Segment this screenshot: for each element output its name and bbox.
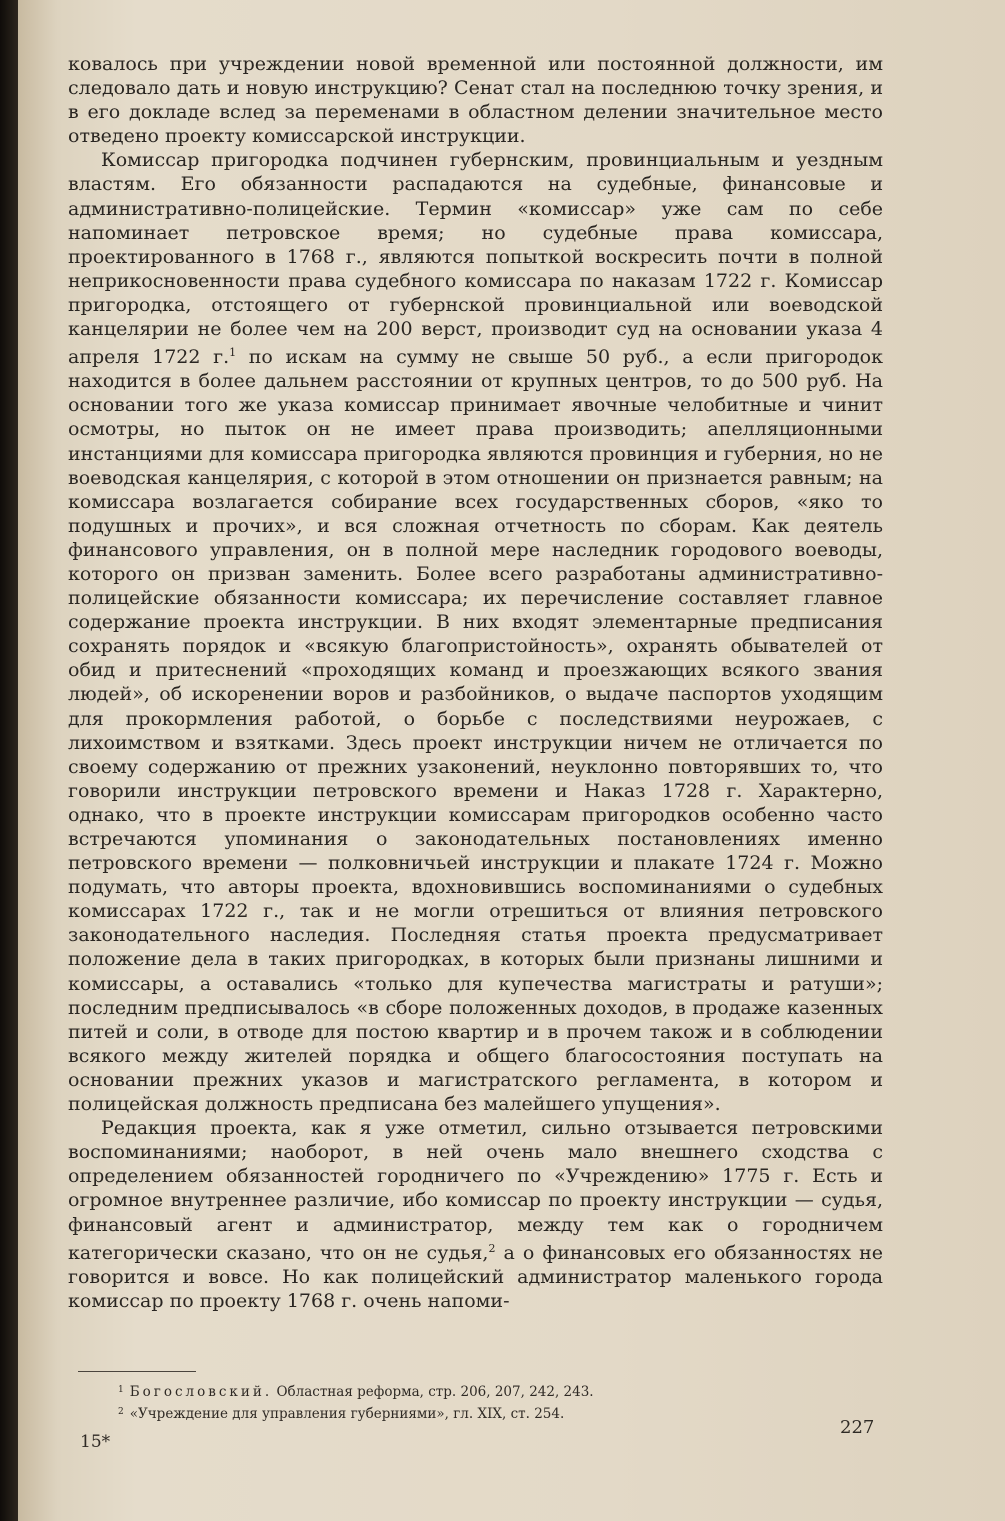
paragraph-2-part-a: Комиссар пригородка подчинен губернским, провинциальным и уездным властям. Его обязанности распадаются на судебные, финансовые и административно-полицейские. Термин «комиссар» уже сам по себе напоминает петровское время; но судебные права комиссара, проектированного в 1768 г., являются попыткой воскресить почти в полной неприкосновенности права судебного комиссара по наказам 1722 г. Комиссар пригородка, отстоящего от губернской провинциальной или воеводской канцелярии не более чем на 200 верст, производит суд на основании указа 4 апреля 1722 г. bbox=[68, 149, 883, 369]
footnote-text: Областная реформа, стр. 206, 207, 242, 243. bbox=[276, 1384, 594, 1400]
paragraph-1: ковалось при учреждении новой временной или постоянной должности, им следовало дать и новую инструкцию? Сенат стал на последнюю точку зрения, и в его докладе вслед за переменами в областном делении значительное место отведено проекту комиссарской инструкции. bbox=[68, 53, 883, 148]
main-text bbox=[68, 52, 883, 1313]
printer-signature: 15* bbox=[80, 1432, 111, 1452]
footnotes bbox=[118, 1380, 838, 1424]
paragraph-2 bbox=[68, 148, 883, 1116]
footnote-ref-1: 1 bbox=[229, 346, 237, 360]
footnote-divider bbox=[78, 1371, 196, 1372]
footnote-2 bbox=[118, 1402, 838, 1424]
footnote-mark: 1 bbox=[118, 1385, 124, 1395]
footnote-text: «Учреждение для управления губерниями», гл. XIX, ст. 254. bbox=[129, 1406, 565, 1422]
paragraph-3 bbox=[68, 1116, 883, 1313]
footnote-1 bbox=[118, 1380, 838, 1402]
page-number: 227 bbox=[840, 1417, 875, 1438]
paragraph-2-part-b: по искам на сумму не свыше 50 руб., а если пригородок находится в более дальнем расстоянии от крупных центров, то до 500 руб. На основании того же указа комиссар принимает явочные челобитные и чинит осмотры, но пыток он не имеет права производить; апелляционными инстанциями для комиссара пригородка являются провинция и губерния, но не воеводская канцелярия, с которой в этом отношении он признается равным; на комиссара возлагается собирание всех государственных сборов, «яко то подушных и прочих», и вся сложная отчетность по сборам. Как деятель финансового управления, он в полной мере наследник городового воеводы, которого он призван заменить. Более всего разработаны административно-полицейские обязанности комиссара; их перечисление составляет главное содержание проекта инструкции. В них входят элементарные предписания сохранять порядок и «всякую благопристойность», охранять обывателей от обид и притеснений «проходящих команд и проезжающих всякого звания людей», об искоренении воров и разбойников, о выдаче паспортов уходящим для прокормления работой, о борьбе с последствиями неурожаев, с лихоимством и взятками. Здесь проект инструкции ничем не отличается по своему содержанию от прежних узаконений, неуклонно повторявших то, что говорили инструкции петровского времени и Наказ 1728 г. Характерно, однако, что в проекте инструкции комиссарам пригородков особенно часто встречаются упоминания о законодательных постановлениях именно петровского времени — полковничьей инструкции и плакате 1724 г. Можно подумать, что авторы проекта, вдохновившись воспоминаниями о судебных комиссарах 1722 г., так и не могли отрешиться от влияния петровского законодательного наследия. Последняя статья проекта предусматривает положение дела в таких пригородках, в которых были признаны лишними и комиссары, а оставались «только для купечества магистраты и ратуши»; последним предписывалось «в сборе положенных доходов, в продаже казенных питей и соли, в отводе для постою квартир и в прочем також и в соблюдении всякого между жителей порядка и общего благосостояния поступать на основании прежних указов и магистратского регламента, в котором и полицейская должность предписана без малейшего упущения». bbox=[68, 346, 883, 1116]
footnote-author: Богословский. bbox=[129, 1384, 273, 1400]
footnote-mark: 2 bbox=[118, 1407, 124, 1417]
paragraph-3-part-a: Редакция проекта, как я уже отметил, сильно отзывается петровскими воспоминаниями; наоборот, в ней очень мало внешнего сходства с определением обязанностей городничего по «Учреждению» 1775 г. Есть и огромное внутреннее различие, ибо комиссар по проекту инструкции — судья, финансовый агент и администратор, между тем как о городничем категорически сказано, что он не судья, bbox=[68, 1117, 883, 1264]
book-page bbox=[18, 0, 1005, 1521]
footnote-ref-2: 2 bbox=[488, 1241, 496, 1255]
paragraph-3-part-b: а о финансовых его обязанностях не говорится и вовсе. Но как полицейский администратор маленького города комиссар по проекту 1768 г. очень напоми- bbox=[68, 1241, 883, 1312]
